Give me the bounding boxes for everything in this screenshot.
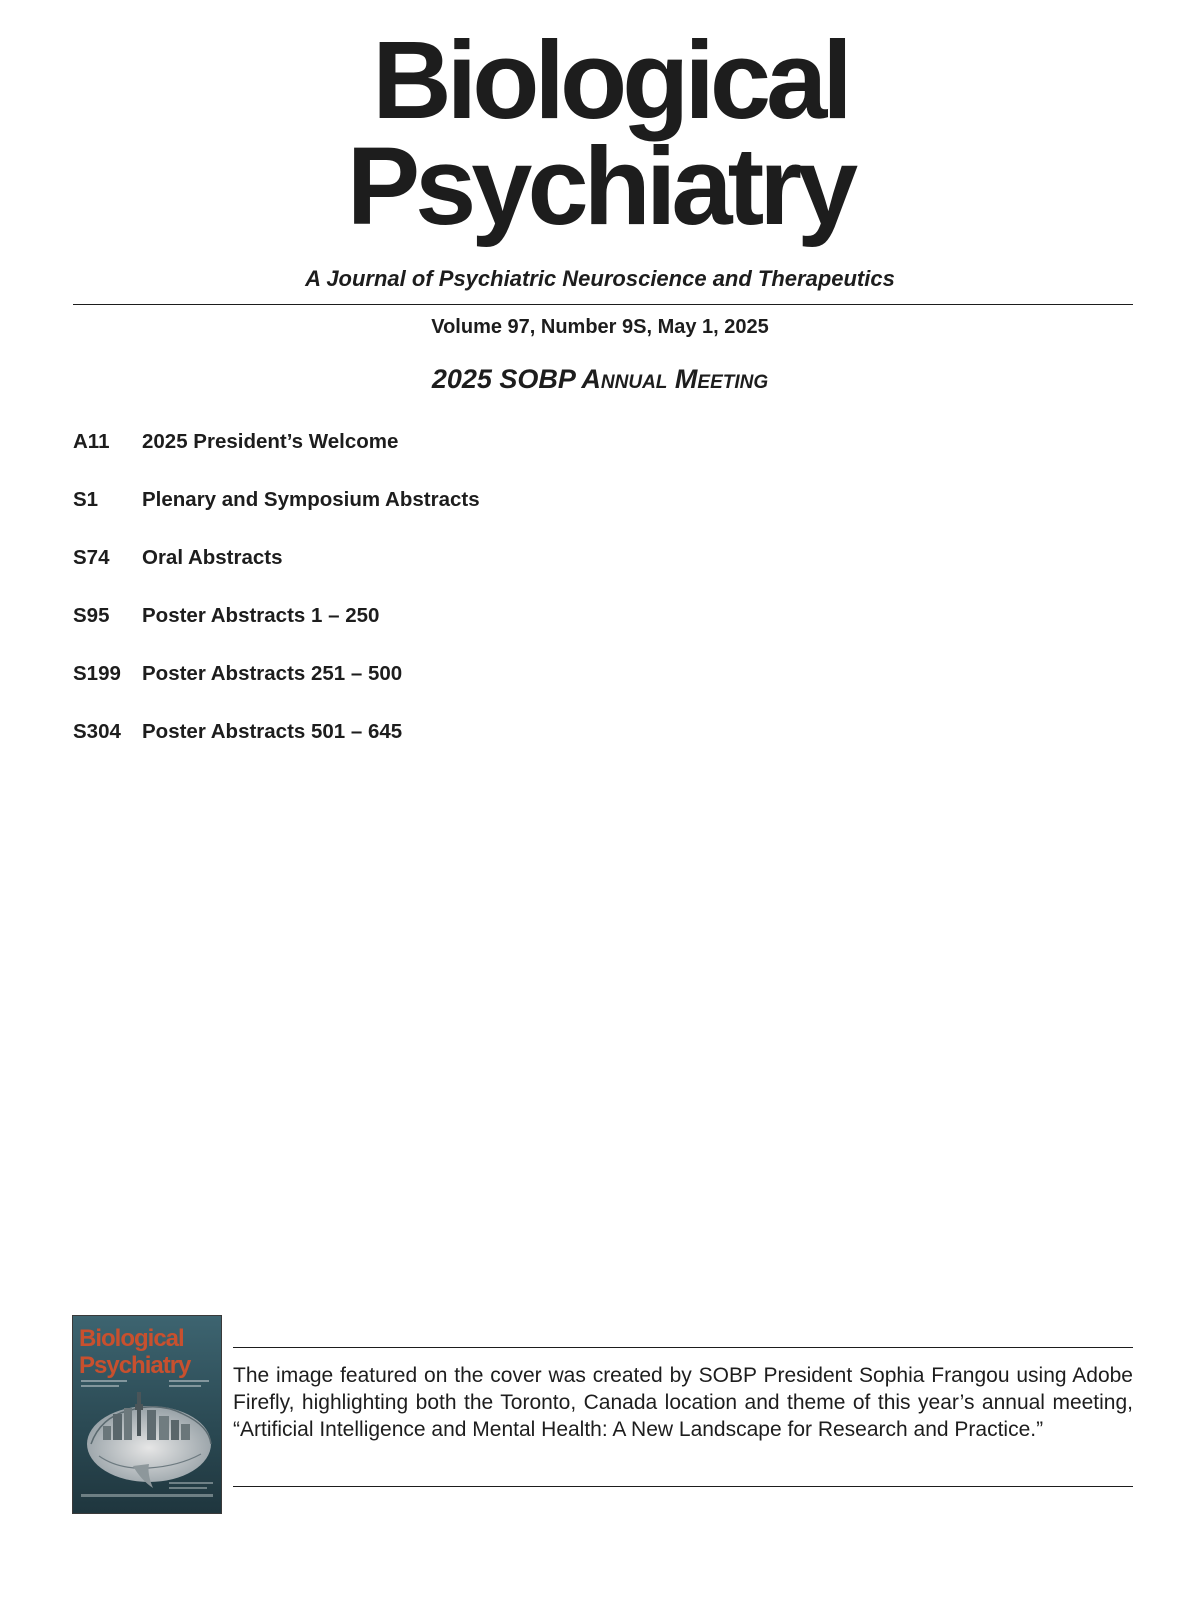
table-of-contents bbox=[73, 430, 773, 778]
toc-page-number: S199 bbox=[73, 662, 121, 685]
toc-page-number: S1 bbox=[73, 488, 99, 511]
journal-title-line1: Biological bbox=[372, 19, 848, 142]
toc-title[interactable]: Oral Abstracts bbox=[142, 546, 283, 569]
cover-title-line2: Psychiatry bbox=[79, 1352, 191, 1379]
cover-caption: The image featured on the cover was created by SOBP President Sophia Frangou using Adobe Firefly, highlighting both the Toronto, Canada location and theme of this year’s annual meeting, “Artificial Intelligence and Mental Health: A New Landscape for Research and Practice.” bbox=[233, 1364, 1133, 1441]
header-divider bbox=[73, 304, 1133, 305]
toc-entry[interactable] bbox=[73, 430, 773, 488]
toc-page-number: S74 bbox=[73, 546, 110, 569]
journal-title-line2: Psychiatry bbox=[346, 125, 854, 248]
toc-title[interactable]: Poster Abstracts 501 – 645 bbox=[142, 720, 403, 743]
issue-info: Volume 97, Number 9S, May 1, 2025 bbox=[431, 316, 769, 338]
section-heading: 2025 SOBP Annual Meeting bbox=[431, 364, 769, 394]
toc-title[interactable]: Poster Abstracts 251 – 500 bbox=[142, 662, 403, 685]
toc-page-number: S95 bbox=[73, 604, 110, 627]
toc-title[interactable]: 2025 President’s Welcome bbox=[142, 430, 399, 453]
toc-title[interactable]: Poster Abstracts 1 – 250 bbox=[142, 604, 380, 627]
toc-page-number: A11 bbox=[73, 430, 110, 453]
toc-entry[interactable] bbox=[73, 662, 773, 720]
cover-thumbnail bbox=[73, 1316, 221, 1513]
toc-entry[interactable] bbox=[73, 546, 773, 604]
cover-title-line1: Biological bbox=[79, 1325, 184, 1352]
caption-divider-bottom bbox=[233, 1486, 1133, 1487]
toc-title[interactable]: Plenary and Symposium Abstracts bbox=[142, 488, 480, 511]
toc-entry[interactable] bbox=[73, 720, 773, 778]
journal-masthead bbox=[0, 19, 1200, 248]
journal-subtitle: A Journal of Psychiatric Neuroscience and Therapeutics bbox=[305, 266, 895, 291]
toc-entry[interactable] bbox=[73, 488, 773, 546]
cover-image bbox=[73, 1316, 221, 1513]
toc-page-number: S304 bbox=[73, 720, 121, 743]
caption-divider-top bbox=[233, 1347, 1133, 1348]
toc-entry[interactable] bbox=[73, 604, 773, 662]
